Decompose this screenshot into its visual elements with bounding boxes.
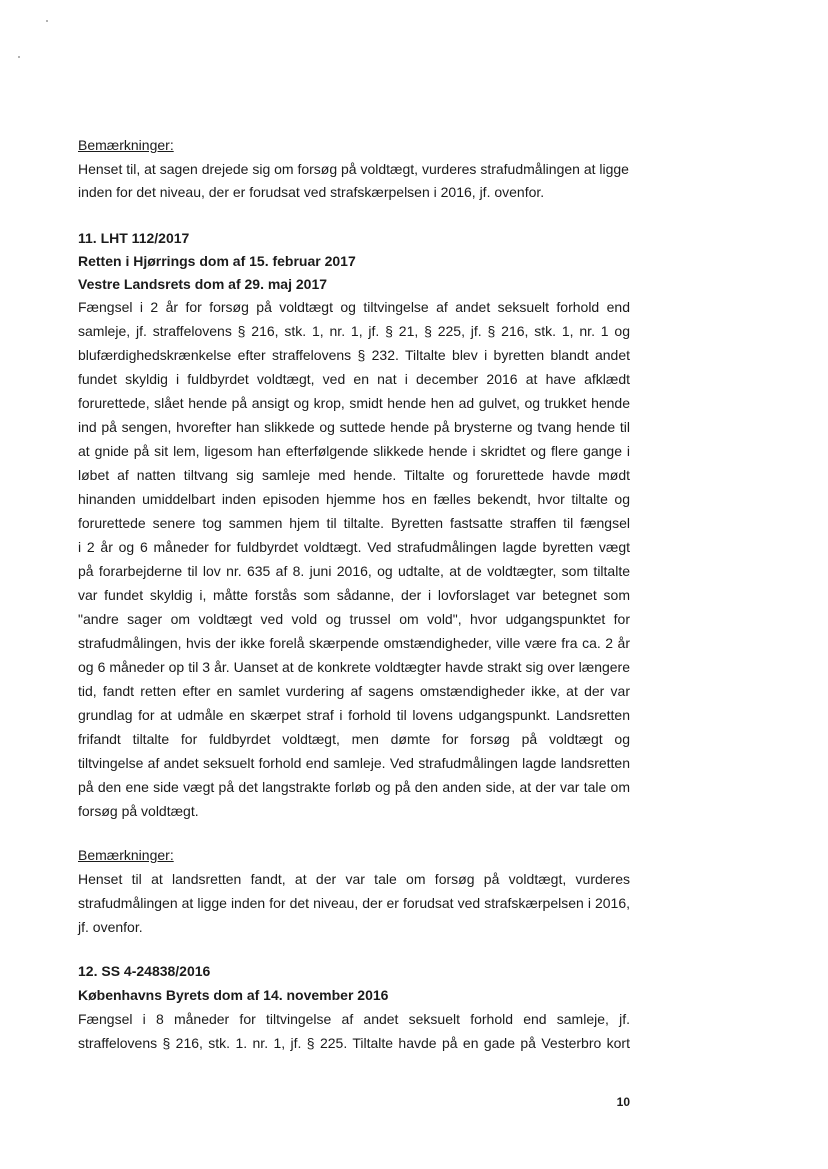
case-number: 12. SS 4-24838/2016: [78, 963, 211, 979]
case-number: 11. LHT 112/2017: [78, 230, 190, 246]
case-body-line: at gnide på sit lem, ligesom han efterfølgende slikkede hende i skridtet og flere gange i: [78, 443, 630, 459]
case-body-line: Fængsel i 2 år for forsøg på voldtægt og tiltvingelse af andet seksuelt forhold end: [78, 299, 630, 315]
case-body-line: løbet af natten tiltvang sig samleje med hende. Tiltalte og forurettede havde mødt: [78, 467, 630, 483]
remarks-line: jf. ovenfor.: [78, 919, 143, 935]
case-body-line: blufærdighedskrænkelse efter straffelovens § 232. Tiltalte blev i byretten blandt andet: [78, 347, 630, 363]
remarks-line: inden for det niveau, der er forudsat ved strafskærpelsen i 2016, jf. ovenfor.: [78, 184, 545, 200]
remarks-line: strafudmålingen at ligge inden for det niveau, der er forudsat ved strafskærpelsen i 2016,: [78, 895, 630, 911]
court-ruling-heading: Københavns Byrets dom af 14. november 2016: [78, 987, 389, 1003]
case-body-line: fundet skyldig i fuldbyrdet voldtægt, ved en nat i december 2016 at have afklædt: [78, 371, 630, 387]
remarks-heading: Bemærkninger:: [78, 137, 174, 153]
case-body-line: frifandt tiltalte for fuldbyrdet voldtægt, men dømte for forsøg på voldtægt og: [78, 731, 630, 747]
case-body-line: ind på sengen, hvorefter han slikkede og suttede hende på brysterne og tvang hende til: [78, 419, 630, 435]
remarks-line: Henset til at landsretten fandt, at der var tale om forsøg på voldtægt, vurderes: [78, 871, 630, 887]
case-body-line: "andre sager om voldtægt ved vold og trussel om vold", hvor udgangspunktet for: [78, 611, 630, 627]
case-body-line: i 2 år og 6 måneder for fuldbyrdet voldtægt. Ved strafudmålingen lagde byretten vægt: [78, 539, 630, 555]
case-body-line: tid, fandt retten efter en samlet vurdering af sagens omstændigheder ikke, at der var: [78, 683, 630, 699]
remarks-heading: Bemærkninger:: [78, 847, 174, 863]
court-ruling-heading: Vestre Landsrets dom af 29. maj 2017: [78, 276, 328, 292]
case-body-line: på den ene side vægt på det langstrakte forløb og på den anden side, at der var tale om: [78, 779, 630, 795]
case-body-line: Fængsel i 8 måneder for tiltvingelse af andet seksuelt forhold end samleje, jf.: [78, 1011, 630, 1027]
case-body-line: forsøg på voldtægt.: [78, 803, 199, 819]
scan-speck: [46, 20, 48, 22]
case-body-line: grundlag for at udmåle en skærpet straf i forhold til lovens udgangspunkt. Landsretten: [78, 707, 630, 723]
case-body-line: strafudmålingen, hvis der ikke forelå skærpende omstændigheder, ville være fra ca. 2 år: [78, 635, 630, 651]
case-body-line: forurettede, slået hende på ansigt og krop, smidt hende hen ad gulvet, og trukket hende: [78, 395, 630, 411]
case-body-line: forurettede senere tog sammen hjem til tiltalte. Byretten fastsatte straffen til fængsel: [78, 515, 630, 531]
court-ruling-heading: Retten i Hjørrings dom af 15. februar 2017: [78, 253, 356, 269]
case-body-line: var fundet skyldig i, måtte forstås som sådanne, der i lovforslaget var betegnet som: [78, 587, 630, 603]
case-body-line: straffelovens § 216, stk. 1. nr. 1, jf. § 225. Tiltalte havde på en gade på Vesterbro kort: [78, 1035, 630, 1051]
case-body-line: samleje, jf. straffelovens § 216, stk. 1, nr. 1, jf. § 21, § 225, jf. § 216, stk. 1, nr. 1 og: [78, 323, 630, 339]
case-body-line: og 6 måneder op til 3 år. Uanset at de konkrete voldtægter havde strakt sig over længere: [78, 659, 630, 675]
case-body-line: på forarbejderne til lov nr. 635 af 8. juni 2016, og udtalte, at de voldtægter, som tiltalte: [78, 563, 630, 579]
case-body-line: tiltvingelse af andet seksuelt forhold end samleje. Ved strafudmålingen lagde landsretten: [78, 755, 630, 771]
remarks-line: Henset til, at sagen drejede sig om forsøg på voldtægt, vurderes strafudmålingen at ligge: [78, 161, 629, 177]
case-body-line: hinanden umiddelbart inden episoden hjemme hos en fælles bekendt, hvor tiltalte og: [78, 491, 630, 507]
scan-speck: [18, 56, 20, 58]
page-number: 10: [616, 1095, 630, 1109]
